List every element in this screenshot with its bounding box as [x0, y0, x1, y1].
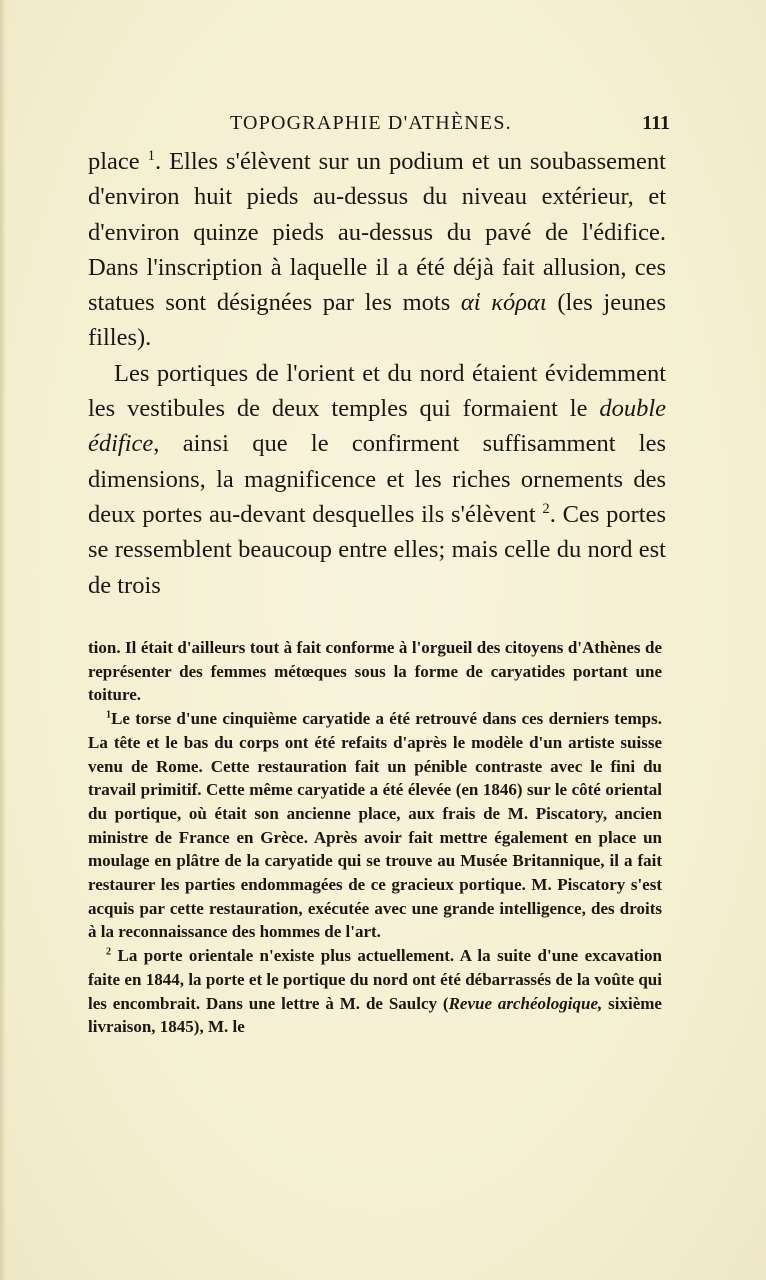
footnote-1-marker: 1 — [106, 709, 112, 721]
footnote-2 — [88, 944, 662, 1039]
p1-text-end: (les jeunes filles). — [88, 289, 667, 352]
footnote-1-text: Le torse d'une cinquième caryatide a été retrouvé dans ces derniers temps. La tête et le bas du corps ont été refaits d'après le modèle d'un artiste suisse venu de Rome. Cette restauration fait un pénible contraste avec le fini du travail primitif. Cette même caryatide a été élevée (en 1846) sur le côté oriental du portique, où était son ancienne place, aux frais de M. Piscatory, ancien ministre de France en Grèce. Après avoir fait mettre également en place un moulage en plâtre de la caryatide qui se trouve au Musée Britannique, il a fait restaurer les parties endommagées de ce gracieux portique. M. Piscatory s'est acquis par cette restauration, exécutée avec une grande intelligence, des droits à la reconnaissance des hommes de l'art. — [88, 709, 662, 942]
footnote-ref-2: 2 — [542, 500, 550, 517]
footnote-2-journal-title: Revue archéologique, — [448, 993, 603, 1013]
footnote-2-text-end: sixième livraison, 1845), M. le — [88, 993, 662, 1037]
footnote-ref-1: 1 — [147, 147, 155, 164]
p1-text-main: . Elles s'élèvent sur un podium et un soubassement d'environ huit pieds au-dessus du niveau extérieur, et d'environ quinze pieds au-dessus du pavé de l'édifice. Dans l'inscription à laquelle il a été déjà fait allusion, ces statues sont désignées par les mots — [88, 148, 666, 317]
body-text — [88, 144, 666, 603]
running-header — [88, 112, 670, 140]
footnote-continuation: tion. Il était d'ailleurs tout à fait conforme à l'orgueil des citoyens d'Athènes de représenter des femmes métœques sous la forme de caryatides portant une toiture. — [88, 638, 662, 705]
p2-text-end: . Ces portes se ressemblent beaucoup entre elles; mais celle du nord est de trois — [88, 500, 666, 599]
greek-phrase: αἱ κόραι — [460, 289, 547, 317]
paragraph-2 — [88, 356, 666, 603]
page-edge-shadow — [0, 0, 6, 1280]
p2-text-middle: , ainsi que le confirment suffisamment les dimensions, la magnificence et les riches ornements des deux portes au-devant desquelles ils s'élèvent — [88, 430, 666, 528]
footnote-2-marker: 2 — [106, 946, 112, 958]
footnote-1 — [88, 707, 662, 944]
italic-double-edifice: double édifice — [88, 395, 666, 458]
paragraph-1 — [88, 144, 666, 356]
page-number: 111 — [642, 112, 670, 134]
p1-text-start: place — [88, 148, 148, 175]
p2-text-start: Les portiques de l'orient et du nord étaient évidemment les vestibules de deux temples qui formaient le — [88, 359, 666, 423]
running-title: TOPOGRAPHIE D'ATHÈNES. — [230, 112, 512, 134]
footnotes — [88, 636, 662, 1039]
footnote-2-text-start: La porte orientale n'existe plus actuellement. A la suite d'une excavation faite en 1844, la porte et le portique du nord ont été débarrassés de la voûte qui les encombrait. Dans une lettre à M. de Saulcy ( — [88, 946, 662, 1013]
